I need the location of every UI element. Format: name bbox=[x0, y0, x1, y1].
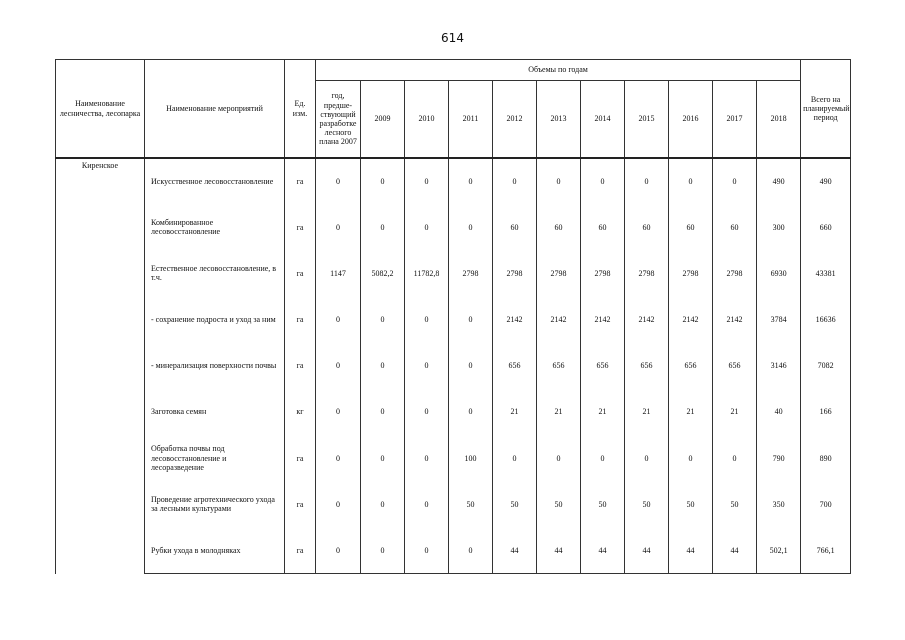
unit-cell: га bbox=[285, 528, 316, 574]
total-cell: 43381 bbox=[801, 250, 851, 296]
value-cell: 490 bbox=[757, 158, 801, 204]
value-cell: 0 bbox=[316, 204, 361, 250]
value-cell: 0 bbox=[361, 389, 405, 435]
value-cell: 656 bbox=[537, 343, 581, 389]
value-cell: 0 bbox=[449, 389, 493, 435]
unit-cell: га bbox=[285, 204, 316, 250]
forest-activities-table bbox=[55, 59, 851, 574]
value-cell: 0 bbox=[316, 297, 361, 343]
value-cell: 0 bbox=[713, 435, 757, 481]
header-year: 2018 bbox=[757, 81, 801, 159]
value-cell: 0 bbox=[405, 158, 449, 204]
value-cell: 40 bbox=[757, 389, 801, 435]
activity-name: Проведение агротехнического ухода за лесными культурами bbox=[145, 481, 285, 527]
value-cell: 0 bbox=[449, 158, 493, 204]
value-cell: 60 bbox=[537, 204, 581, 250]
value-cell: 0 bbox=[405, 204, 449, 250]
value-cell: 0 bbox=[669, 435, 713, 481]
value-cell: 44 bbox=[669, 528, 713, 574]
value-cell: 60 bbox=[625, 204, 669, 250]
activity-name: Комбинированное лесовосстановление bbox=[145, 204, 285, 250]
header-year: 2012 bbox=[493, 81, 537, 159]
header-year: 2016 bbox=[669, 81, 713, 159]
value-cell: 60 bbox=[493, 204, 537, 250]
value-cell: 21 bbox=[537, 389, 581, 435]
table-row bbox=[56, 435, 851, 481]
value-cell: 2142 bbox=[713, 297, 757, 343]
activity-name: Искусственное лесовосстановление bbox=[145, 158, 285, 204]
total-cell: 766,1 bbox=[801, 528, 851, 574]
value-cell: 2798 bbox=[713, 250, 757, 296]
header-unit: Ед. изм. bbox=[285, 60, 316, 159]
value-cell: 656 bbox=[581, 343, 625, 389]
value-cell: 0 bbox=[405, 435, 449, 481]
total-cell: 16636 bbox=[801, 297, 851, 343]
value-cell: 21 bbox=[713, 389, 757, 435]
header-base-year: год, предше-ствующий разработке лесного плана 2007 bbox=[316, 81, 361, 159]
header-year: 2010 bbox=[405, 81, 449, 159]
value-cell: 0 bbox=[581, 158, 625, 204]
value-cell: 2798 bbox=[581, 250, 625, 296]
value-cell: 2798 bbox=[669, 250, 713, 296]
value-cell: 50 bbox=[537, 481, 581, 527]
value-cell: 0 bbox=[361, 435, 405, 481]
value-cell: 0 bbox=[669, 158, 713, 204]
value-cell: 50 bbox=[713, 481, 757, 527]
value-cell: 350 bbox=[757, 481, 801, 527]
value-cell: 656 bbox=[625, 343, 669, 389]
table-row bbox=[56, 204, 851, 250]
unit-cell: га bbox=[285, 481, 316, 527]
total-cell: 7082 bbox=[801, 343, 851, 389]
value-cell: 50 bbox=[449, 481, 493, 527]
value-cell: 0 bbox=[405, 389, 449, 435]
value-cell: 0 bbox=[625, 158, 669, 204]
value-cell: 0 bbox=[361, 343, 405, 389]
value-cell: 0 bbox=[625, 435, 669, 481]
value-cell: 0 bbox=[316, 343, 361, 389]
activity-name: Заготовка семян bbox=[145, 389, 285, 435]
value-cell: 44 bbox=[625, 528, 669, 574]
activity-name: Естественное лесовосстановление, в т.ч. bbox=[145, 250, 285, 296]
header-year: 2011 bbox=[449, 81, 493, 159]
value-cell: 21 bbox=[669, 389, 713, 435]
value-cell: 50 bbox=[581, 481, 625, 527]
value-cell: 2798 bbox=[625, 250, 669, 296]
value-cell: 0 bbox=[449, 528, 493, 574]
value-cell: 0 bbox=[449, 343, 493, 389]
unit-cell: га bbox=[285, 435, 316, 481]
unit-cell: га bbox=[285, 343, 316, 389]
value-cell: 656 bbox=[493, 343, 537, 389]
table-row bbox=[56, 250, 851, 296]
value-cell: 656 bbox=[669, 343, 713, 389]
header-year: 2013 bbox=[537, 81, 581, 159]
page-number: 614 bbox=[441, 31, 464, 45]
value-cell: 44 bbox=[493, 528, 537, 574]
value-cell: 50 bbox=[625, 481, 669, 527]
value-cell: 0 bbox=[449, 297, 493, 343]
value-cell: 0 bbox=[405, 528, 449, 574]
value-cell: 0 bbox=[316, 481, 361, 527]
total-cell: 700 bbox=[801, 481, 851, 527]
value-cell: 50 bbox=[493, 481, 537, 527]
forestry-name: Киренское bbox=[56, 158, 145, 574]
value-cell: 2142 bbox=[625, 297, 669, 343]
value-cell: 0 bbox=[405, 343, 449, 389]
header-year: 2009 bbox=[361, 81, 405, 159]
table-row bbox=[56, 528, 851, 574]
value-cell: 2798 bbox=[537, 250, 581, 296]
value-cell: 3784 bbox=[757, 297, 801, 343]
value-cell: 0 bbox=[361, 204, 405, 250]
value-cell: 50 bbox=[669, 481, 713, 527]
value-cell: 0 bbox=[316, 435, 361, 481]
unit-cell: кг bbox=[285, 389, 316, 435]
activity-name: - минерализация поверхности почвы bbox=[145, 343, 285, 389]
activity-name: Рубки ухода в молодняках bbox=[145, 528, 285, 574]
value-cell: 2142 bbox=[537, 297, 581, 343]
table-row bbox=[56, 343, 851, 389]
value-cell: 0 bbox=[449, 204, 493, 250]
value-cell: 3146 bbox=[757, 343, 801, 389]
value-cell: 100 bbox=[449, 435, 493, 481]
header-total: Всего на планируемый период bbox=[801, 60, 851, 159]
table-row bbox=[56, 297, 851, 343]
value-cell: 2798 bbox=[449, 250, 493, 296]
value-cell: 2142 bbox=[581, 297, 625, 343]
value-cell: 0 bbox=[581, 435, 625, 481]
header-volumes-by-year: Объемы по годам bbox=[316, 60, 801, 81]
value-cell: 0 bbox=[537, 158, 581, 204]
value-cell: 0 bbox=[361, 481, 405, 527]
value-cell: 0 bbox=[493, 435, 537, 481]
table-row bbox=[56, 158, 851, 204]
value-cell: 0 bbox=[361, 528, 405, 574]
value-cell: 60 bbox=[713, 204, 757, 250]
value-cell: 0 bbox=[405, 297, 449, 343]
value-cell: 21 bbox=[625, 389, 669, 435]
value-cell: 0 bbox=[316, 528, 361, 574]
unit-cell: га bbox=[285, 158, 316, 204]
unit-cell: га bbox=[285, 250, 316, 296]
activity-name: Обработка почвы под лесовосстановление и лесоразведение bbox=[145, 435, 285, 481]
total-cell: 166 bbox=[801, 389, 851, 435]
value-cell: 790 bbox=[757, 435, 801, 481]
value-cell: 0 bbox=[316, 389, 361, 435]
header-year: 2015 bbox=[625, 81, 669, 159]
total-cell: 890 bbox=[801, 435, 851, 481]
header-forestry: Наименование лесничества, лесопарка bbox=[56, 60, 145, 159]
value-cell: 0 bbox=[537, 435, 581, 481]
value-cell: 60 bbox=[669, 204, 713, 250]
value-cell: 0 bbox=[361, 158, 405, 204]
value-cell: 44 bbox=[713, 528, 757, 574]
value-cell: 300 bbox=[757, 204, 801, 250]
value-cell: 502,1 bbox=[757, 528, 801, 574]
value-cell: 656 bbox=[713, 343, 757, 389]
value-cell: 11782,8 bbox=[405, 250, 449, 296]
value-cell: 44 bbox=[581, 528, 625, 574]
value-cell: 2142 bbox=[493, 297, 537, 343]
value-cell: 0 bbox=[361, 297, 405, 343]
value-cell: 44 bbox=[537, 528, 581, 574]
value-cell: 2798 bbox=[493, 250, 537, 296]
value-cell: 0 bbox=[493, 158, 537, 204]
value-cell: 1147 bbox=[316, 250, 361, 296]
total-cell: 660 bbox=[801, 204, 851, 250]
header-year: 2014 bbox=[581, 81, 625, 159]
activity-name: - сохранение подроста и уход за ним bbox=[145, 297, 285, 343]
unit-cell: га bbox=[285, 297, 316, 343]
value-cell: 0 bbox=[713, 158, 757, 204]
table-body bbox=[56, 158, 851, 574]
table-row bbox=[56, 481, 851, 527]
value-cell: 6930 bbox=[757, 250, 801, 296]
value-cell: 60 bbox=[581, 204, 625, 250]
value-cell: 21 bbox=[581, 389, 625, 435]
value-cell: 2142 bbox=[669, 297, 713, 343]
table-row bbox=[56, 389, 851, 435]
header-activity: Наименование мероприятий bbox=[145, 60, 285, 159]
value-cell: 0 bbox=[405, 481, 449, 527]
value-cell: 0 bbox=[316, 158, 361, 204]
total-cell: 490 bbox=[801, 158, 851, 204]
value-cell: 21 bbox=[493, 389, 537, 435]
header-year: 2017 bbox=[713, 81, 757, 159]
value-cell: 5082,2 bbox=[361, 250, 405, 296]
